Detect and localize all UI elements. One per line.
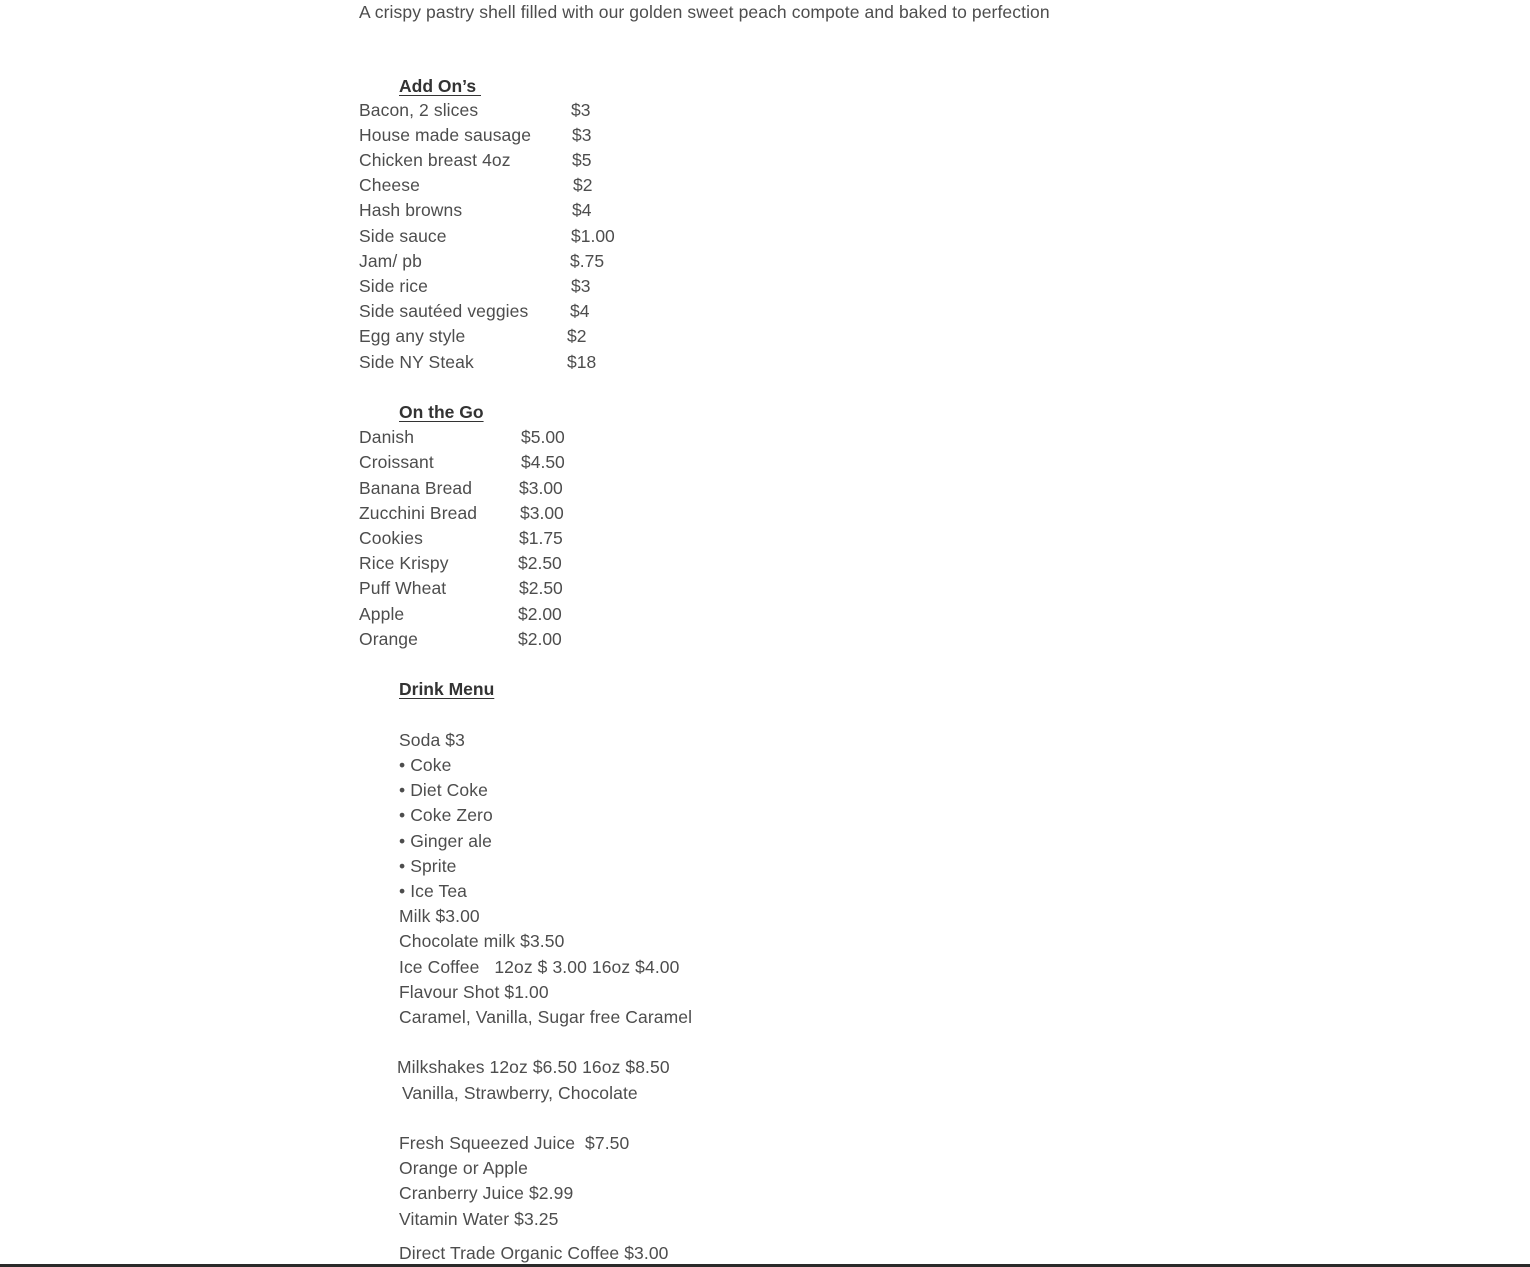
- drink-line: • Coke: [399, 755, 452, 775]
- item-name: Hash browns: [359, 200, 463, 220]
- drink-line: Vitamin Water $3.25: [399, 1209, 559, 1229]
- item-name: Croissant: [359, 452, 434, 472]
- item-name: Orange: [359, 629, 418, 649]
- item-name: Egg any style: [359, 326, 466, 346]
- item-name: Rice Krispy: [359, 553, 449, 573]
- drink-line: Milkshakes 12oz $6.50 16oz $8.50: [397, 1057, 670, 1077]
- item-price: $2.50: [518, 553, 562, 573]
- item-price: $18: [567, 352, 597, 372]
- drink-line: Caramel, Vanilla, Sugar free Caramel: [399, 1007, 693, 1027]
- item-price: $1.00: [571, 226, 615, 246]
- drink-line: Soda $3: [399, 730, 465, 750]
- item-price: $3: [571, 100, 591, 120]
- drink-line: Ice Coffee 12oz $ 3.00 16oz $4.00: [399, 957, 680, 977]
- item-price: $4.50: [521, 452, 565, 472]
- item-price: $5.00: [521, 427, 565, 447]
- item-name: Side rice: [359, 276, 428, 296]
- item-price: $2: [573, 175, 593, 195]
- addons-heading: Add On’s: [399, 76, 481, 96]
- item-name: Puff Wheat: [359, 578, 447, 598]
- drink-line: Direct Trade Organic Coffee $3.00: [399, 1243, 669, 1263]
- item-name: Side NY Steak: [359, 352, 474, 372]
- drink-line: • Ginger ale: [399, 831, 492, 851]
- drink-line: • Sprite: [399, 856, 457, 876]
- item-price: $5: [572, 150, 592, 170]
- item-price: $4: [572, 200, 592, 220]
- item-name: Side sautéed veggies: [359, 301, 529, 321]
- on-the-go-heading: On the Go: [399, 402, 484, 422]
- item-price: $3.00: [519, 478, 563, 498]
- item-price: $2: [567, 326, 587, 346]
- item-price: $3: [572, 125, 592, 145]
- item-name: Side sauce: [359, 226, 447, 246]
- item-name: Bacon, 2 slices: [359, 100, 479, 120]
- item-name: Cookies: [359, 528, 423, 548]
- item-price: $2.50: [519, 578, 563, 598]
- drink-line: • Coke Zero: [399, 805, 493, 825]
- intro-description: A crispy pastry shell filled with our golden sweet peach compote and baked to perfection: [359, 2, 1050, 22]
- item-price: $2.00: [518, 629, 562, 649]
- drink-line: Cranberry Juice $2.99: [399, 1183, 574, 1203]
- item-name: House made sausage: [359, 125, 532, 145]
- item-name: Zucchini Bread: [359, 503, 478, 523]
- item-name: Cheese: [359, 175, 420, 195]
- item-price: $4: [570, 301, 590, 321]
- item-name: Danish: [359, 427, 415, 447]
- drink-line: Chocolate milk $3.50: [399, 931, 565, 951]
- drink-line: Milk $3.00: [399, 906, 480, 926]
- item-price: $3.00: [520, 503, 564, 523]
- item-name: Apple: [359, 604, 405, 624]
- drink-line: • Diet Coke: [399, 780, 488, 800]
- drink-menu-heading: Drink Menu: [399, 679, 495, 699]
- item-name: Chicken breast 4oz: [359, 150, 511, 170]
- drink-line: • Ice Tea: [399, 881, 467, 901]
- drink-line: Flavour Shot $1.00: [399, 982, 549, 1002]
- drink-line: Fresh Squeezed Juice $7.50: [399, 1133, 630, 1153]
- item-price: $.75: [570, 251, 605, 271]
- item-name: Jam/ pb: [359, 251, 422, 271]
- item-price: $1.75: [519, 528, 563, 548]
- item-name: Banana Bread: [359, 478, 473, 498]
- drink-line: Orange or Apple: [399, 1158, 528, 1178]
- item-price: $3: [571, 276, 591, 296]
- item-price: $2.00: [518, 604, 562, 624]
- drink-line: Vanilla, Strawberry, Chocolate: [397, 1083, 638, 1103]
